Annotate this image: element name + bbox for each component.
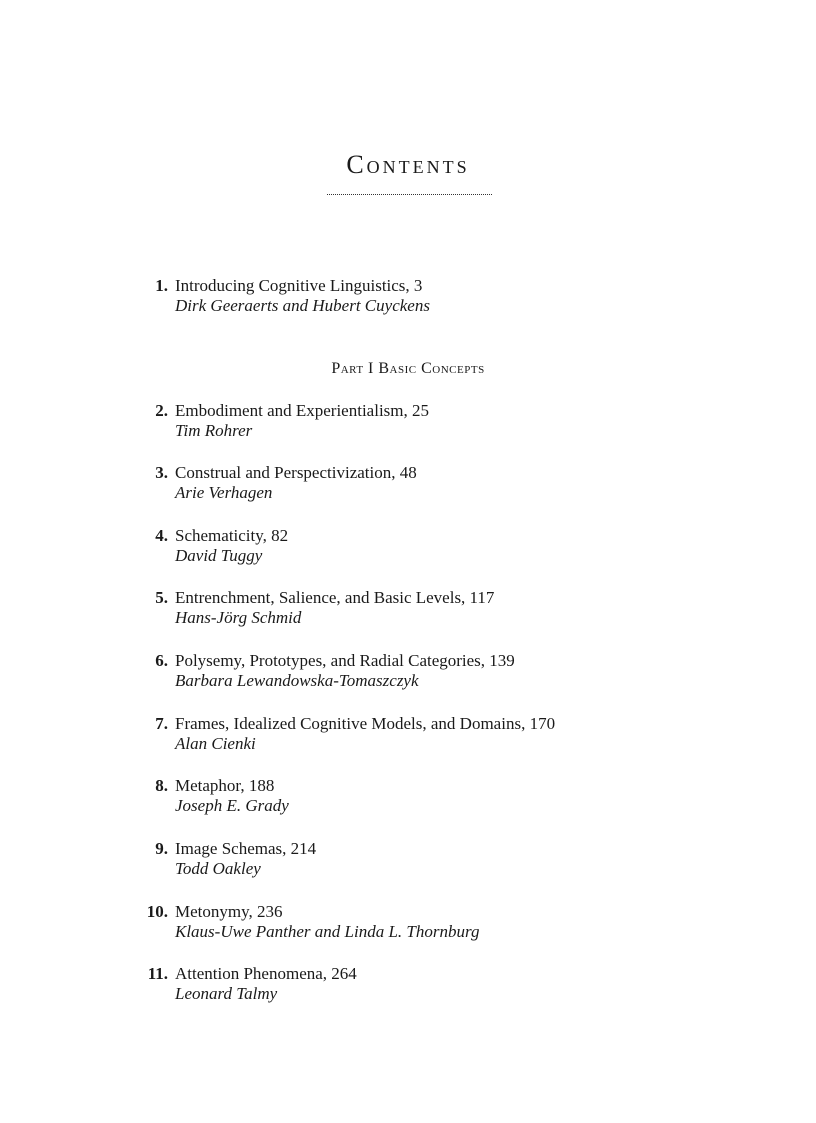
entry-title: Frames, Idealized Cognitive Models, and Domains, 170: [175, 714, 556, 733]
page-title: Contents: [346, 150, 470, 179]
entry-number: 7.: [155, 714, 168, 733]
entry-author: Arie Verhagen: [175, 483, 273, 502]
entry-number: 9.: [155, 839, 168, 858]
entry-number: 2.: [155, 401, 168, 420]
entry-title: Schematicity, 82: [175, 526, 289, 545]
entry-title: Attention Phenomena, 264: [175, 964, 357, 983]
entry-title: Entrenchment, Salience, and Basic Levels, 117: [175, 588, 495, 607]
entry-number: 6.: [155, 651, 168, 670]
entry-number: 11.: [147, 964, 168, 983]
entry-number: 3.: [155, 463, 168, 482]
entry-author: Hans-Jörg Schmid: [175, 608, 302, 627]
entry-number: 5.: [155, 588, 168, 607]
entry-title: Image Schemas, 214: [175, 839, 317, 858]
entry-number: 10.: [146, 902, 168, 921]
entry-title: Polysemy, Prototypes, and Radial Categories, 139: [175, 651, 515, 670]
entry-author: Leonard Talmy: [175, 984, 278, 1003]
entry-author: Dirk Geeraerts and Hubert Cuyckens: [175, 296, 430, 315]
entry-author: Todd Oakley: [175, 859, 261, 878]
entry-author: Tim Rohrer: [175, 421, 253, 440]
entry-number: 4.: [155, 526, 168, 545]
part-heading: Part I Basic Concepts: [331, 360, 485, 377]
entry-author: Joseph E. Grady: [175, 796, 289, 815]
entry-title: Metonymy, 236: [175, 902, 283, 921]
entry-number: 8.: [155, 776, 168, 795]
entry-title: Construal and Perspectivization, 48: [175, 463, 417, 482]
entry-title: Metaphor, 188: [175, 776, 275, 795]
title-dotted-rule: [327, 194, 492, 195]
entry-number: 1.: [155, 276, 168, 295]
entry-title: Embodiment and Experientialism, 25: [175, 401, 430, 420]
entry-author: Alan Cienki: [175, 734, 256, 753]
entry-author: Klaus-Uwe Panther and Linda L. Thornburg: [175, 922, 480, 941]
entry-author: Barbara Lewandowska-Tomaszczyk: [175, 671, 419, 690]
entry-author: David Tuggy: [175, 546, 263, 565]
entry-title: Introducing Cognitive Linguistics, 3: [175, 276, 423, 295]
